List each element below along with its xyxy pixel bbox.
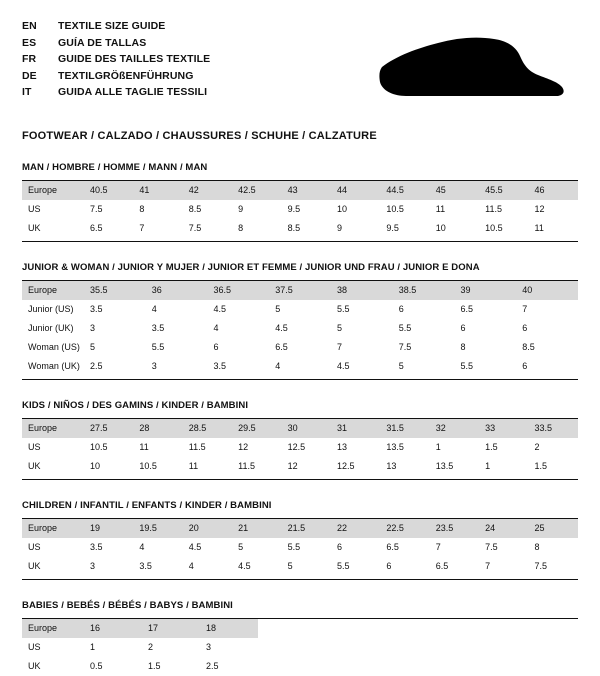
cell: 36.5 xyxy=(208,281,270,300)
divider xyxy=(22,379,578,380)
table-row xyxy=(22,219,578,238)
table-row xyxy=(22,281,578,300)
cell: 27.5 xyxy=(84,419,133,438)
cell: 38.5 xyxy=(393,281,455,300)
cell: 6.5 xyxy=(275,342,288,352)
cell: 22 xyxy=(331,519,380,538)
cell: 10.5 xyxy=(386,204,404,214)
cell: 33.5 xyxy=(529,419,578,438)
cell: 4 xyxy=(139,542,145,552)
table-row xyxy=(22,638,578,657)
cell: 5.5 xyxy=(287,542,301,552)
cell: 5 xyxy=(398,361,404,371)
cell: 35.5 xyxy=(84,281,146,300)
cell: 6.5 xyxy=(435,561,449,571)
language-title: GUIDE DES TAILLES TEXTILE xyxy=(58,53,211,65)
divider xyxy=(22,241,578,242)
cell: 3.5 xyxy=(151,323,165,333)
cell: 13 xyxy=(336,442,347,452)
row-label: Europe xyxy=(22,519,84,538)
table-row xyxy=(22,657,578,676)
cell: 4.5 xyxy=(238,561,251,571)
cell: 28 xyxy=(133,419,182,438)
cell: 7.5 xyxy=(534,561,548,571)
cell: 8 xyxy=(238,223,244,233)
cell: 6 xyxy=(460,323,466,333)
group-title: CHILDREN / INFANTIL / ENFANTS / KINDER / BAMBINI xyxy=(22,500,272,511)
cell: 40.5 xyxy=(84,181,133,200)
language-code: ES xyxy=(22,36,37,49)
divider xyxy=(22,479,578,480)
language-code: IT xyxy=(22,86,32,98)
cell: 40 xyxy=(516,281,578,300)
cell: 7.5 xyxy=(485,542,498,552)
cell: 10.5 xyxy=(139,461,157,471)
cell: 5 xyxy=(337,323,343,333)
divider xyxy=(22,579,578,580)
cell: 3.5 xyxy=(139,561,152,571)
cell: 5 xyxy=(287,561,293,571)
cell: 13.5 xyxy=(386,442,404,452)
cell: 8 xyxy=(460,342,466,352)
row-label: Junior (UK) xyxy=(28,323,74,333)
row-label: Europe xyxy=(22,181,84,200)
table-row xyxy=(22,200,578,219)
cell: 3.5 xyxy=(213,361,227,371)
cell: 4.5 xyxy=(275,323,288,333)
document-header xyxy=(22,18,578,114)
cell: 5 xyxy=(275,304,281,314)
table-row xyxy=(22,338,578,357)
cell: 7 xyxy=(485,561,491,571)
language-title: TEXTILE SIZE GUIDE xyxy=(58,20,166,32)
cell: 7 xyxy=(337,342,343,352)
cell: 11 xyxy=(435,204,446,214)
cell: 11.5 xyxy=(188,442,206,452)
cell: 45 xyxy=(430,181,479,200)
cell: 42.5 xyxy=(232,181,281,200)
table-row xyxy=(22,557,578,576)
group-title: KIDS / NIÑOS / DES GAMINS / KINDER / BAMBINI xyxy=(22,400,249,411)
cell: 7 xyxy=(139,223,145,233)
cell: 1 xyxy=(485,461,491,471)
cell: 19 xyxy=(84,519,133,538)
language-title: GUÍA DE TALLAS xyxy=(58,36,147,49)
cell: 7 xyxy=(435,542,441,552)
cell: 9.5 xyxy=(287,204,301,214)
cell: 9 xyxy=(336,223,342,233)
cell: 10.5 xyxy=(90,442,108,452)
row-label: US xyxy=(28,642,41,652)
row-label: US xyxy=(28,442,41,452)
cell: 13 xyxy=(386,461,397,471)
cell: 11.5 xyxy=(485,204,502,214)
table-row xyxy=(22,457,578,476)
language-code: DE xyxy=(22,69,37,82)
cell: 1.5 xyxy=(148,661,161,671)
cell: 19.5 xyxy=(133,519,182,538)
cell: 8.5 xyxy=(287,223,301,233)
table-row xyxy=(22,300,578,319)
row-label: US xyxy=(28,542,41,552)
cell: 4.5 xyxy=(213,304,227,314)
cell: 4 xyxy=(213,323,219,333)
size-group-children xyxy=(22,500,578,580)
row-label: Europe xyxy=(22,281,84,300)
cell: 6 xyxy=(213,342,219,352)
cell: 11.5 xyxy=(238,461,256,471)
cell: 29.5 xyxy=(232,419,281,438)
cell: 4 xyxy=(188,561,194,571)
cell: 3.5 xyxy=(90,304,103,314)
row-label: US xyxy=(28,204,41,214)
row-label: Woman (US) xyxy=(28,342,80,352)
cell-empty xyxy=(258,638,578,657)
cell: 8.5 xyxy=(188,204,202,214)
cell: 7.5 xyxy=(188,223,202,233)
cell: 8 xyxy=(534,542,540,552)
table-row xyxy=(22,538,578,557)
cell: 21.5 xyxy=(282,519,331,538)
dress-shoe-icon xyxy=(376,34,566,104)
cell: 10.5 xyxy=(485,223,503,233)
cell: 5.5 xyxy=(398,323,412,333)
cell: 6.5 xyxy=(460,304,474,314)
cell: 3 xyxy=(90,561,96,571)
cell: 41 xyxy=(133,181,182,200)
cell: 31 xyxy=(331,419,380,438)
cell: 1.5 xyxy=(534,461,548,471)
cell-empty xyxy=(258,657,578,676)
group-title: MAN / HOMBRE / HOMME / MANN / MAN xyxy=(22,162,208,173)
row-label: Woman (UK) xyxy=(28,361,80,371)
table-row xyxy=(22,619,578,638)
cell: 11 xyxy=(188,461,199,471)
cell: 1 xyxy=(435,442,441,452)
cell: 6.5 xyxy=(90,223,103,233)
language-row xyxy=(22,51,210,68)
language-code: FR xyxy=(22,53,37,65)
cell: 6 xyxy=(336,542,342,552)
table-row xyxy=(22,181,578,200)
language-row xyxy=(22,68,210,85)
cell: 6.5 xyxy=(386,542,399,552)
cell: 4 xyxy=(151,304,157,314)
cell: 2.5 xyxy=(90,361,103,371)
cell: 24 xyxy=(479,519,528,538)
cell: 6 xyxy=(386,561,392,571)
cell: 6 xyxy=(522,361,528,371)
cell: 5.5 xyxy=(336,561,350,571)
cell: 28.5 xyxy=(183,419,232,438)
cell: 11 xyxy=(534,223,544,233)
cell: 22.5 xyxy=(380,519,429,538)
language-row xyxy=(22,18,210,35)
row-label: Europe xyxy=(22,619,84,638)
cell: 6 xyxy=(522,323,528,333)
size-table-man xyxy=(22,181,578,238)
cell: 45.5 xyxy=(479,181,528,200)
row-label: UK xyxy=(28,561,41,571)
cell: 12.5 xyxy=(287,442,306,452)
cell: 12 xyxy=(534,204,545,214)
language-title: TEXTILGRÖßENFÜHRUNG xyxy=(58,69,194,82)
size-table-children xyxy=(22,519,578,576)
table-row xyxy=(22,438,578,457)
cell: 12.5 xyxy=(336,461,355,471)
cell: 9.5 xyxy=(386,223,399,233)
cell: 21 xyxy=(232,519,281,538)
row-label: Junior (US) xyxy=(28,304,74,314)
cell: 12 xyxy=(238,442,249,452)
row-label: UK xyxy=(28,223,41,233)
cell: 6 xyxy=(398,304,404,314)
cell-empty xyxy=(258,619,578,638)
language-row xyxy=(22,35,210,52)
cell: 0.5 xyxy=(90,661,103,671)
cell: 10 xyxy=(336,204,347,214)
cell: 5 xyxy=(238,542,244,552)
cell: 44.5 xyxy=(380,181,429,200)
table-row xyxy=(22,357,578,376)
cell: 16 xyxy=(84,619,142,638)
cell: 7.5 xyxy=(90,204,103,214)
cell: 3 xyxy=(206,642,212,652)
language-title: GUIDA ALLE TAGLIE TESSILI xyxy=(58,86,208,98)
size-group-babies xyxy=(22,600,578,676)
cell: 20 xyxy=(183,519,232,538)
cell: 7 xyxy=(522,304,528,314)
cell: 8 xyxy=(139,204,145,214)
cell: 37.5 xyxy=(269,281,331,300)
language-row xyxy=(22,84,210,101)
cell: 33 xyxy=(479,419,528,438)
cell: 31.5 xyxy=(380,419,429,438)
cell: 2 xyxy=(534,442,540,452)
language-title-list xyxy=(22,18,210,101)
cell: 8.5 xyxy=(522,342,535,352)
cell: 36 xyxy=(146,281,208,300)
language-code: EN xyxy=(22,20,37,32)
cell: 5 xyxy=(90,342,96,352)
row-label: UK xyxy=(28,661,41,671)
table-row xyxy=(22,519,578,538)
cell: 9 xyxy=(238,204,244,214)
cell: 3.5 xyxy=(90,542,103,552)
cell: 5.5 xyxy=(337,304,350,314)
cell: 23.5 xyxy=(430,519,479,538)
size-group-man xyxy=(22,162,578,242)
cell: 4.5 xyxy=(188,542,202,552)
size-table-junior-woman xyxy=(22,281,578,376)
cell: 38 xyxy=(331,281,393,300)
size-table-kids xyxy=(22,419,578,476)
cell: 5.5 xyxy=(151,342,165,352)
page-title: FOOTWEAR / CALZADO / CHAUSSURES / SCHUHE / CALZATURE xyxy=(22,130,377,142)
cell: 46 xyxy=(529,181,578,200)
row-label: Europe xyxy=(22,419,84,438)
cell: 18 xyxy=(200,619,258,638)
cell: 1 xyxy=(90,642,96,652)
cell: 3 xyxy=(151,361,157,371)
cell: 25 xyxy=(529,519,578,538)
cell: 30 xyxy=(282,419,331,438)
cell: 4 xyxy=(275,361,281,371)
cell: 44 xyxy=(331,181,380,200)
cell: 2 xyxy=(148,642,154,652)
cell: 12 xyxy=(287,461,298,471)
cell: 11 xyxy=(139,442,149,452)
group-title: BABIES / BEBÉS / BÉBÉS / BABYS / BAMBINI xyxy=(22,600,233,611)
cell: 17 xyxy=(142,619,200,638)
cell: 5.5 xyxy=(460,361,474,371)
cell: 4.5 xyxy=(337,361,350,371)
cell: 2.5 xyxy=(206,661,219,671)
cell: 1.5 xyxy=(485,442,498,452)
cell: 3 xyxy=(90,323,96,333)
table-row xyxy=(22,419,578,438)
cell: 10 xyxy=(435,223,446,233)
group-title: JUNIOR & WOMAN / JUNIOR Y MUJER / JUNIOR ET FEMME / JUNIOR UND FRAU / JUNIOR E DONA xyxy=(22,262,480,273)
size-group-junior-woman xyxy=(22,262,578,380)
cell: 32 xyxy=(430,419,479,438)
row-label: UK xyxy=(28,461,41,471)
cell: 39 xyxy=(455,281,517,300)
table-row xyxy=(22,319,578,338)
cell: 7.5 xyxy=(398,342,412,352)
cell: 42 xyxy=(183,181,232,200)
cell: 43 xyxy=(282,181,331,200)
cell: 10 xyxy=(90,461,101,471)
size-table-babies xyxy=(22,619,578,676)
size-group-kids xyxy=(22,400,578,480)
cell: 13.5 xyxy=(435,461,454,471)
